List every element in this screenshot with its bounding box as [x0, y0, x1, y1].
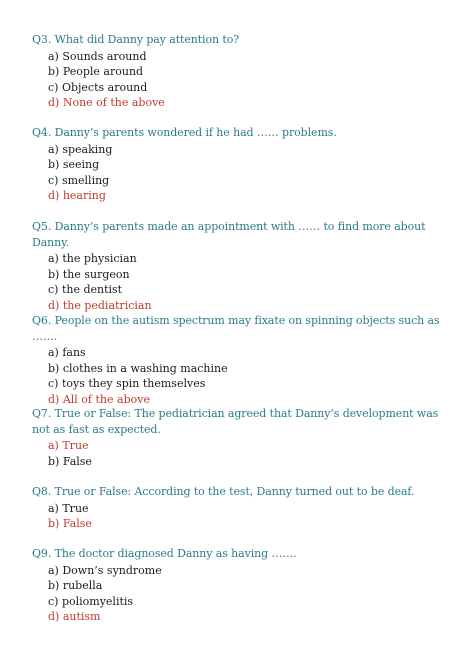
option-d-correct: d) autism — [48, 610, 101, 623]
option-b: b) False — [48, 454, 92, 468]
option-d-correct: d) hearing — [48, 189, 106, 202]
question-q6 — [32, 313, 444, 407]
option-d-correct: d) None of the above — [48, 96, 165, 109]
option-a: a) fans — [48, 346, 86, 359]
question-q5 — [32, 219, 444, 313]
option-c: c) Objects around — [48, 80, 148, 94]
option-c: c) toys they spin themselves — [48, 377, 206, 390]
option-c: c) smelling — [48, 173, 110, 187]
option-a: a) Down’s syndrome — [48, 563, 162, 577]
question-text: Q8. True or False: According to the test, Danny turned out to be deaf. — [32, 485, 415, 498]
option-a: a) True — [48, 501, 89, 515]
question-text: Q9. The doctor diagnosed Danny as having ……. — [32, 547, 297, 560]
option-b: b) the surgeon — [48, 267, 130, 281]
question-q3 — [32, 32, 444, 111]
option-a: a) speaking — [48, 142, 113, 156]
question-text: Q5. Danny’s parents made an appointment with …… to find more about Danny. — [32, 220, 426, 249]
option-a: a) the physician — [48, 252, 137, 265]
question-text: Q4. Danny’s parents wondered if he had …… problems. — [32, 126, 337, 139]
question-text: Q3. What did Danny pay attention to? — [32, 33, 240, 46]
option-a-correct: a) True — [48, 439, 89, 452]
question-q8 — [32, 484, 444, 532]
option-b: b) rubella — [48, 579, 103, 592]
option-d-correct: d) All of the above — [48, 392, 150, 406]
option-a: a) Sounds around — [48, 49, 147, 63]
option-b: b) People around — [48, 65, 144, 78]
question-q4 — [32, 125, 444, 204]
option-b: b) seeing — [48, 158, 100, 171]
question-text: Q7. True or False: The pediatrician agreed that Danny’s development was not as fast as expected. — [32, 407, 439, 436]
option-d-correct: d) the pediatrician — [48, 298, 152, 312]
option-b: b) clothes in a washing machine — [48, 361, 228, 375]
question-text: Q6. People on the autism spectrum may fixate on spinning objects such as ……. — [32, 314, 440, 343]
option-b-correct: b) False — [48, 517, 92, 530]
option-c: c) the dentist — [48, 283, 123, 296]
option-c: c) poliomyelitis — [48, 594, 134, 608]
question-q9 — [32, 546, 444, 625]
question-q7 — [32, 406, 444, 469]
